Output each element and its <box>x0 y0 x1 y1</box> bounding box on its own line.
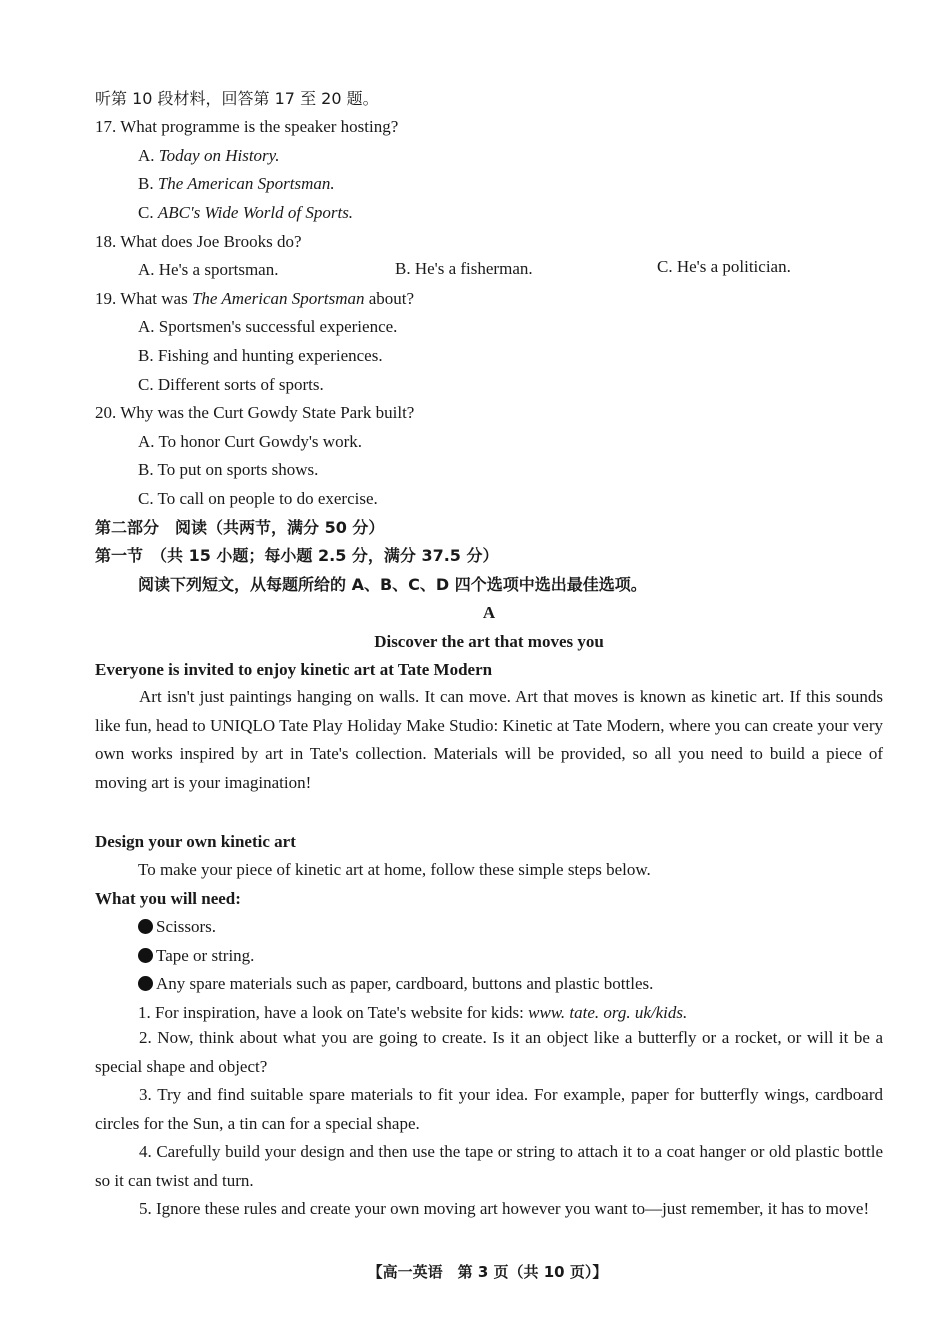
option-text: He's a fisherman. <box>414 259 533 278</box>
question-19 <box>95 288 414 310</box>
q18-option-b <box>395 258 533 280</box>
bullet-item <box>138 945 254 967</box>
question-text-after: about? <box>364 289 415 308</box>
step-5 <box>95 1195 883 1224</box>
step-2-text: 2. Now, think about what you are going to create. Is it an object like a butterfly or a rocket, or will it be a special shape and object? <box>95 1028 883 1076</box>
option-letter: B. <box>138 460 154 479</box>
question-17 <box>95 116 398 138</box>
subheading-what-you-need: What you will need: <box>95 889 241 908</box>
question-text: Why was the Curt Gowdy State Park built? <box>120 403 415 422</box>
option-letter: A. <box>138 317 155 336</box>
option-text: To put on sports shows. <box>157 460 319 479</box>
option-letter: A. <box>138 432 155 451</box>
listening-instruction: 听第 10 段材料，回答第 17 至 20 题。 <box>95 89 379 108</box>
q18-option-a <box>138 259 278 281</box>
q17-option-b <box>138 173 335 195</box>
option-letter: C. <box>657 257 673 276</box>
paragraph-intro-text: Art isn't just paintings hanging on walls. It can move. Art that moves is known as kinetic art. If this sounds like fun, head to UNIQLO Tate Play Holiday Make Studio: Kinetic at Tate Modern, where you can create your very own works inspired by art in Tate's collection. Materials will be provided, so all you need to build a piece of moving art is your imagination! <box>95 687 883 792</box>
q19-option-c <box>138 374 324 396</box>
section1-heading: 第一节 （共 15 小题；每小题 2.5 分，满分 37.5 分） <box>95 546 499 565</box>
option-text: To honor Curt Gowdy's work. <box>158 432 362 451</box>
question-number: 17. <box>95 117 117 136</box>
bullet-dot-icon <box>138 948 153 963</box>
step-1 <box>138 1002 687 1024</box>
step-5-text: 5. Ignore these rules and create your own moving art however you want to—just remember, it has to move! <box>139 1199 870 1218</box>
q20-option-a <box>138 431 362 453</box>
option-text: Fishing and hunting experiences. <box>157 346 383 365</box>
question-number: 18. <box>95 232 117 251</box>
option-letter: A. <box>138 260 155 279</box>
bullet-item <box>138 916 216 938</box>
option-letter: C. <box>138 489 154 508</box>
question-text: What programme is the speaker hosting? <box>120 117 399 136</box>
option-text: ABC's Wide World of Sports. <box>157 203 354 222</box>
question-18 <box>95 231 302 253</box>
option-text: He's a politician. <box>676 257 791 276</box>
paragraph-steps-intro: To make your piece of kinetic art at home, follow these simple steps below. <box>138 860 651 879</box>
bullet-text: Tape or string. <box>156 946 255 965</box>
subheading-everyone-invited: Everyone is invited to enjoy kinetic art at Tate Modern <box>95 660 493 679</box>
part2-heading: 第二部分 阅读（共两节，满分 50 分） <box>95 518 385 537</box>
q19-option-b <box>138 345 383 367</box>
tate-kids-url: www. tate. org. uk/kids. <box>528 1003 688 1022</box>
option-text: The American Sportsman. <box>157 174 335 193</box>
option-text: Sportsmen's successful experience. <box>158 317 398 336</box>
subheading-design: Design your own kinetic art <box>95 832 296 851</box>
step-2 <box>95 1024 883 1081</box>
step-3-text: 3. Try and find suitable spare materials to fit your idea. For example, paper for butterfly wings, cardboard circles for the Sun, a tin can for a special shape. <box>95 1085 883 1133</box>
question-text: What does Joe Brooks do? <box>120 232 302 251</box>
bullet-text: Any spare materials such as paper, cardboard, buttons and plastic bottles. <box>156 974 654 993</box>
option-text: Today on History. <box>158 146 280 165</box>
paragraph-intro <box>95 683 883 797</box>
option-letter: C. <box>138 203 154 222</box>
q19-option-a <box>138 316 397 338</box>
question-20 <box>95 402 414 424</box>
option-text: To call on people to do exercise. <box>157 489 378 508</box>
passage-title: Discover the art that moves you <box>374 632 604 651</box>
question-text-italic: The American Sportsman <box>191 289 365 308</box>
bullet-item <box>138 973 653 995</box>
option-letter: B. <box>395 259 411 278</box>
q18-option-c <box>657 256 791 278</box>
step-4-text: 4. Carefully build your design and then use the tape or string to attach it to a coat hanger or old plastic bottle so it can twist and turn. <box>95 1142 883 1190</box>
option-letter: B. <box>138 174 154 193</box>
q20-option-b <box>138 459 318 481</box>
step-4 <box>95 1138 883 1195</box>
q17-option-c <box>138 202 353 224</box>
question-number: 19. <box>95 289 117 308</box>
question-text-before: What was <box>120 289 192 308</box>
bullet-text: Scissors. <box>156 917 216 936</box>
reading-instruction: 阅读下列短文，从每题所给的 A、B、C、D 四个选项中选出最佳选项。 <box>138 575 647 594</box>
question-number: 20. <box>95 403 117 422</box>
passage-label: A <box>482 603 496 622</box>
page-footer: 【高一英语 第 3 页（共 10 页）】 <box>367 1263 608 1281</box>
option-text: Different sorts of sports. <box>157 375 324 394</box>
q17-option-a <box>138 145 280 167</box>
option-text: He's a sportsman. <box>158 260 279 279</box>
bullet-dot-icon <box>138 919 153 934</box>
bullet-dot-icon <box>138 976 153 991</box>
option-letter: C. <box>138 375 154 394</box>
step-1-text: 1. For inspiration, have a look on Tate's website for kids: <box>138 1003 529 1022</box>
option-letter: A. <box>138 146 155 165</box>
option-letter: B. <box>138 346 154 365</box>
step-3 <box>95 1081 883 1138</box>
q20-option-c <box>138 488 378 510</box>
